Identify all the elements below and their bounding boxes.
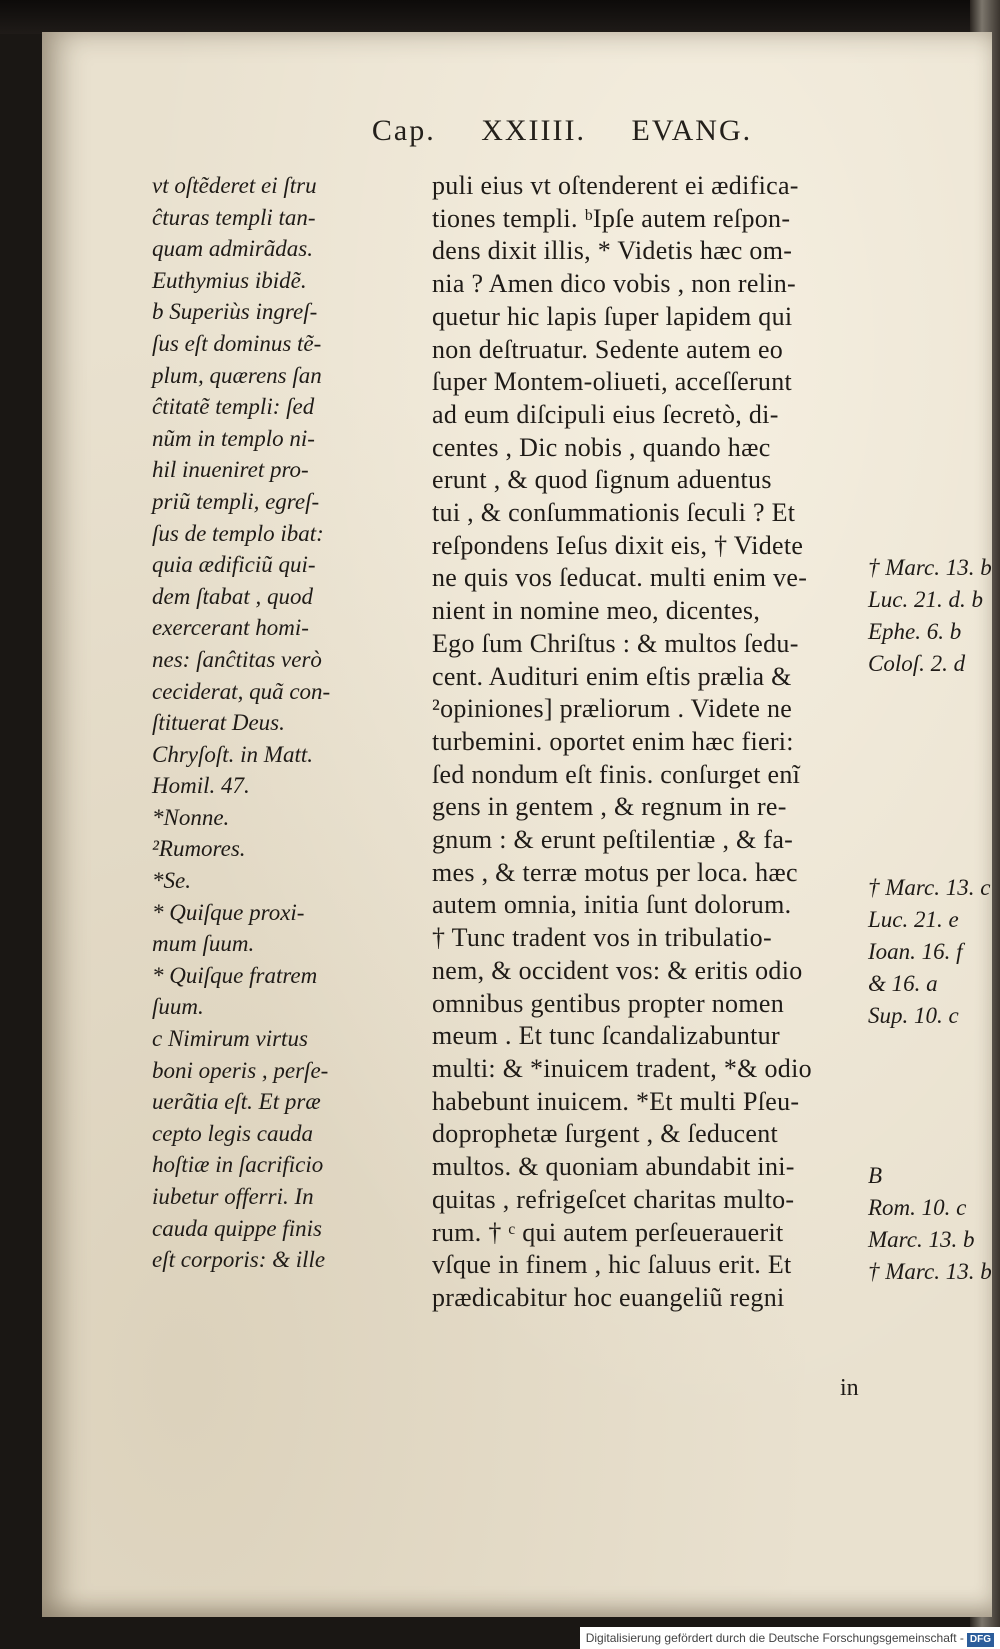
gloss-line: ceciderat, quã con-	[152, 678, 331, 704]
text-line: doprophetæ ſurgent , & ſeducent	[432, 1119, 779, 1149]
text-line: non deſtruatur. Sedente autem eo	[432, 334, 784, 364]
reference-line: Ioan. 16. f	[868, 939, 963, 964]
text-line: reſpondens Ieſus dixit eis, † Videte	[432, 530, 804, 560]
reference-line: Ephe. 6. b	[868, 619, 962, 644]
reference-line	[868, 840, 1000, 872]
text-line: turbemini. oportet enim hæc fieri:	[432, 726, 794, 756]
reference-line	[868, 776, 1000, 808]
gloss-line: ſtituerat Deus.	[152, 710, 285, 736]
gloss-line: quia ædificiũ qui-	[152, 552, 316, 578]
gloss-line: ſus eſt dominus tẽ-	[152, 330, 322, 356]
right-marginal-references	[868, 552, 1000, 1288]
gloss-line: ſuum.	[152, 994, 204, 1020]
gloss-line: * Quiſque proxi-	[152, 899, 305, 925]
reference-line: † Marc. 13. c	[868, 875, 991, 900]
gloss-line: hoſtiæ in ſacrificio	[152, 1152, 324, 1178]
gloss-line: c Nimirum virtus	[152, 1026, 308, 1052]
gloss-line: dem ſtabat , quod	[152, 583, 313, 609]
reference-line: † Marc. 13. b	[868, 1259, 992, 1284]
reference-line: Luc. 21. d. b	[868, 587, 983, 612]
header-chapter: Cap.	[371, 114, 436, 147]
text-line: ne quis vos ſeducat. multi enim ve-	[432, 563, 808, 593]
reference-line: † Marc. 13. b	[868, 555, 992, 580]
text-line: multi: & *inuicem tradent, *& odio	[432, 1053, 812, 1083]
credit-text: Digitalisierung gefördert durch die Deutsche Forschungsgemeinschaft -	[585, 1631, 964, 1645]
gloss-line: nũm in templo ni-	[152, 425, 315, 451]
gloss-line: b Superiùs ingreſ-	[152, 299, 318, 325]
text-line: cent. Audituri enim eſtis prælia &	[432, 661, 792, 691]
gloss-line: plum, quærens ſan	[152, 362, 322, 388]
gloss-line: ĉturas templi tan-	[152, 204, 316, 230]
gloss-line: iubetur offerri. In	[152, 1184, 314, 1209]
dfg-logo: DFG	[967, 1633, 994, 1647]
gloss-line: uerãtia eſt. Et præ	[152, 1089, 321, 1115]
book-page	[42, 32, 992, 1617]
gloss-line: Euthymius ibidẽ.	[152, 267, 307, 293]
text-line: multos. & quoniam abundabit ini-	[432, 1152, 795, 1182]
gloss-line: boni operis , perſe-	[152, 1057, 329, 1083]
text-line: vſque in finem , hic ſaluus erit. Et	[432, 1250, 792, 1280]
gloss-line: eſt corporis: & ille	[152, 1247, 326, 1273]
gloss-line: ĉtitatẽ templi: ſed	[152, 394, 315, 420]
catchword: in	[840, 1375, 859, 1401]
text-line: ²opiniones] præliorum . Videte ne	[432, 694, 793, 724]
gloss-line: Chryſoſt. in Matt.	[152, 741, 313, 767]
text-line: Ego ſum Chriſtus : & multos ſedu-	[432, 628, 799, 658]
reference-line	[868, 1032, 1000, 1064]
reference-line	[868, 808, 1000, 840]
text-line: nia ? Amen dico vobis , non relin-	[432, 269, 797, 299]
reference-line: & 16. a	[868, 971, 938, 996]
gloss-line: *Nonne.	[152, 804, 230, 830]
reference-line: Coloſ. 2. d	[868, 651, 966, 676]
text-line: mes , & terræ motus per loca. hæc	[432, 857, 798, 887]
gloss-line: cauda quippe finis	[152, 1215, 322, 1241]
reference-line: Sup. 10. c	[868, 1003, 959, 1028]
text-line: nem, & occident vos: & eritis odio	[432, 955, 803, 985]
header-book: EVANG.	[631, 114, 753, 147]
main-text-column	[432, 170, 872, 1315]
text-line: tui , & conſummationis ſeculi ? Et	[432, 498, 796, 528]
text-line: ſuper Montem-oliueti, acceſſerunt	[432, 367, 793, 397]
gloss-line: quam admirãdas.	[152, 236, 314, 262]
text-line: meum . Et tunc ſcandalizabuntur	[432, 1021, 780, 1051]
gloss-line: ²Rumores.	[152, 836, 246, 862]
digitization-credit	[580, 1627, 1000, 1649]
reference-line	[868, 1096, 1000, 1128]
text-line: gens in gentem , & regnum in re-	[432, 792, 787, 822]
reference-line: Rom. 10. c	[868, 1195, 967, 1220]
reference-line	[868, 744, 1000, 776]
text-line: tiones templi. ᵇIpſe autem reſpon-	[432, 203, 791, 233]
gloss-line: vt oſtẽderet ei ſtru	[152, 173, 317, 198]
text-line: ad eum diſcipuli eius ſecretò, di-	[432, 399, 779, 429]
gloss-line: * Quiſque fratrem	[152, 962, 318, 988]
reference-line: B	[868, 1163, 883, 1188]
reference-line: Luc. 21. e	[868, 907, 959, 932]
reference-line	[868, 1128, 1000, 1160]
gloss-line: mum ſuum.	[152, 931, 255, 957]
gloss-line: Homil. 47.	[152, 773, 250, 799]
text-line: ſed nondum eſt finis. conſurget enĩ	[432, 759, 801, 789]
gloss-line: exercerant homi-	[152, 615, 309, 641]
text-line: puli eius vt oſtenderent ei ædifica-	[432, 171, 799, 200]
text-line: nient in nomine meo, dicentes,	[432, 596, 761, 626]
text-line: habebunt inuicem. *Et multi Pſeu-	[432, 1086, 800, 1116]
reference-line	[868, 1064, 1000, 1096]
gloss-line: *Se.	[152, 868, 191, 894]
gloss-line: cepto legis cauda	[152, 1120, 313, 1146]
reference-line: Marc. 13. b	[868, 1227, 975, 1252]
text-line: omnibus gentibus propter nomen	[432, 988, 785, 1018]
text-line: gnum : & erunt peſtilentiæ , & fa-	[432, 825, 794, 855]
text-line: quitas , refrigeſcet charitas multo-	[432, 1184, 795, 1214]
text-line: rum. † ᶜ qui autem perſeuerauerit	[432, 1217, 784, 1247]
reference-line	[868, 680, 1000, 712]
scan-top-edge	[0, 0, 1000, 34]
text-line: autem omnia, initia ſunt dolorum.	[432, 890, 792, 920]
gloss-line: hil inueniret pro-	[152, 457, 309, 483]
text-line: erunt , & quod ſignum aduentus	[432, 465, 772, 495]
running-header	[42, 114, 992, 148]
text-line: † Tunc tradent vos in tribulatio-	[432, 923, 772, 953]
gloss-line: nes: ſanĉtitas verò	[152, 646, 322, 672]
header-chapter-number: XXIIII.	[481, 114, 586, 147]
gloss-line: ſus de templo ibat:	[152, 520, 324, 546]
text-line: quetur hic lapis ſuper lapidem qui	[432, 301, 793, 331]
text-line: dens dixit illis, * Videtis hæc om-	[432, 236, 793, 266]
text-line: centes , Dic nobis , quando hæc	[432, 432, 771, 462]
text-line: prædicabitur hoc euangeliũ regni	[432, 1282, 785, 1312]
left-marginal-glosses	[152, 170, 432, 1276]
reference-line	[868, 712, 1000, 744]
gloss-line: priũ templi, egreſ-	[152, 488, 320, 514]
